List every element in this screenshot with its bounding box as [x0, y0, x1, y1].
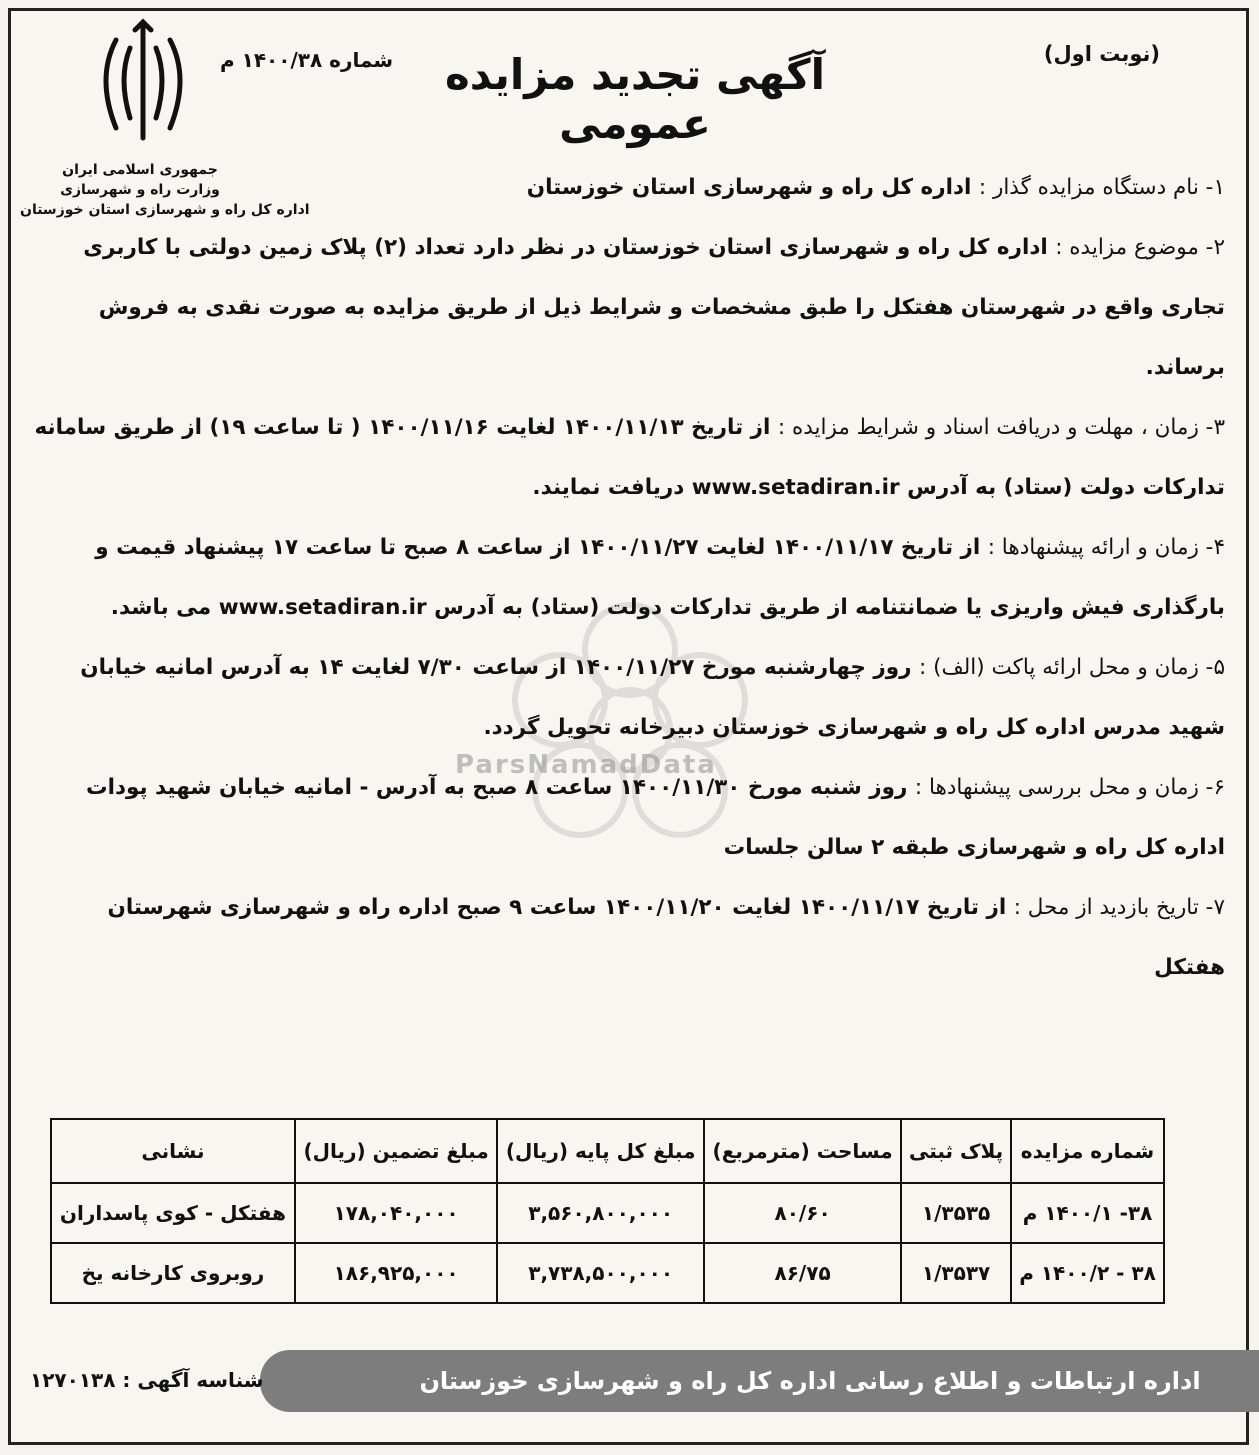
table-cell: ۱۷۸,۰۴۰,۰۰۰ [295, 1183, 497, 1243]
table-cell: ۳,۷۳۸,۵۰۰,۰۰۰ [497, 1243, 704, 1303]
iran-emblem-icon [88, 18, 198, 148]
table-cell: ۱/۳۵۳۷ [901, 1243, 1011, 1303]
paragraph-label: ۶- زمان و محل بررسی پیشنهادها : [914, 775, 1225, 800]
paragraph-label: ۷- تاریخ بازدید از محل : [1013, 895, 1225, 920]
paragraph-7 [30, 878, 1225, 998]
col-plate: پلاک ثبتی [901, 1119, 1011, 1183]
notice-number: شماره ۱۴۰۰/۳۸ م [220, 48, 394, 72]
paragraph-text: از تاریخ ۱۴۰۰/۱۱/۱۳ لغایت ۱۴۰۰/۱۱/۱۶ ( تا ساعت ۱۹) از طریق سامانه تدارکات دولت (ستاد) به آدرس www.setadiran.ir دریافت نمایند. [34, 415, 1225, 500]
gov-line-3: اداره کل راه و شهرسازی استان خوزستان [20, 202, 310, 218]
paragraph-4 [30, 518, 1225, 638]
table-row [51, 1183, 1164, 1243]
paragraph-text: اداره کل راه و شهرسازی استان خوزستان در نظر دارد تعداد (۲) پلاک زمین دولتی با کاربری تجاری واقع در شهرستان هفتکل را طبق مشخصات و شرایط ذیل از طریق مزایده به صورت نقدی به فروش برساند. [83, 235, 1225, 380]
auction-table [50, 1118, 1165, 1304]
table-cell: ۳۸ - ۱۴۰۰/۲ م [1011, 1243, 1164, 1303]
paragraph-text: روز چهارشنبه مورخ ۱۴۰۰/۱۱/۲۷ از ساعت ۷/۳۰ لغایت ۱۴ به آدرس امانیه خیابان شهید مدرس اداره کل راه و شهرسازی خوزستان دبیرخانه تحویل گردد. [80, 655, 1225, 740]
page-title: آگهی تجدید مزایده عمومی [445, 50, 825, 148]
table-cell: ۱/۳۵۳۵ [901, 1183, 1011, 1243]
col-base-price: مبلغ کل پایه (ریال) [497, 1119, 704, 1183]
paragraph-2 [30, 218, 1225, 398]
col-auction-number: شماره مزایده [1011, 1119, 1164, 1183]
paragraph-label: ۳- زمان ، مهلت و دریافت اسناد و شرایط مزایده : [777, 415, 1225, 440]
table-cell: هفتکل - کوی پاسداران [51, 1183, 295, 1243]
col-guarantee: مبلغ تضمین (ریال) [295, 1119, 497, 1183]
col-address: نشانی [51, 1119, 295, 1183]
table-cell: ۸۶/۷۵ [704, 1243, 901, 1303]
watermark-brand: ParsNamadData [455, 750, 717, 780]
paragraph-5 [30, 638, 1225, 758]
table-cell: ۳۸- ۱۴۰۰/۱ م [1011, 1183, 1164, 1243]
paragraph-label: ۲- موضوع مزایده : [1055, 235, 1225, 260]
gov-line-1: جمهوری اسلامی ایران [62, 162, 218, 178]
paragraph-text: از تاریخ ۱۴۰۰/۱۱/۱۷ لغایت ۱۴۰۰/۱۱/۲۷ از ساعت ۸ صبح تا ساعت ۱۷ پیشنهاد قیمت و بارگذاری فیش واریزی یا ضمانتنامه از طریق تدارکات دولت (ستاد) به آدرس www.setadiran.ir می باشد. [95, 535, 1225, 620]
ad-id: شناسه آگهی : ۱۲۷۰۱۳۸ [30, 1368, 264, 1392]
table-cell: روبروی کارخانه یخ [51, 1243, 295, 1303]
round-label: (نوبت اول) [1043, 42, 1160, 66]
paragraph-6 [30, 758, 1225, 878]
table-row [51, 1243, 1164, 1303]
table-cell: ۱۸۶,۹۲۵,۰۰۰ [295, 1243, 497, 1303]
table-header-row [51, 1119, 1164, 1183]
paragraph-label: ۵- زمان و محل ارائه پاکت (الف) : [919, 655, 1225, 680]
notice-body [30, 158, 1225, 998]
paragraph-text: روز شنبه مورخ ۱۴۰۰/۱۱/۳۰ ساعت ۸ صبح به آدرس - امانیه خیابان شهید پودات اداره کل راه و شهرسازی طبقه ۲ سالن جلسات [85, 775, 1225, 860]
paragraph-1 [30, 158, 1225, 218]
paragraph-text: اداره کل راه و شهرسازی استان خوزستان [526, 175, 979, 200]
gov-line-2: وزارت راه و شهرسازی [60, 182, 220, 198]
table-cell: ۳,۵۶۰,۸۰۰,۰۰۰ [497, 1183, 704, 1243]
col-area: مساحت (مترمربع) [704, 1119, 901, 1183]
paragraph-label: ۱- نام دستگاه مزایده گذار : [978, 175, 1225, 200]
paragraph-label: ۴- زمان و ارائه پیشنهادها : [987, 535, 1225, 560]
paragraph-3 [30, 398, 1225, 518]
paragraph-text: از تاریخ ۱۴۰۰/۱۱/۱۷ لغایت ۱۴۰۰/۱۱/۲۰ ساعت ۹ صبح اداره راه و شهرسازی شهرستان هفتکل [107, 895, 1225, 980]
title-row [200, 20, 1200, 148]
table-cell: ۸۰/۶۰ [704, 1183, 901, 1243]
footer-banner: اداره ارتباطات و اطلاع رسانی اداره کل راه و شهرسازی خوزستان [260, 1350, 1259, 1412]
